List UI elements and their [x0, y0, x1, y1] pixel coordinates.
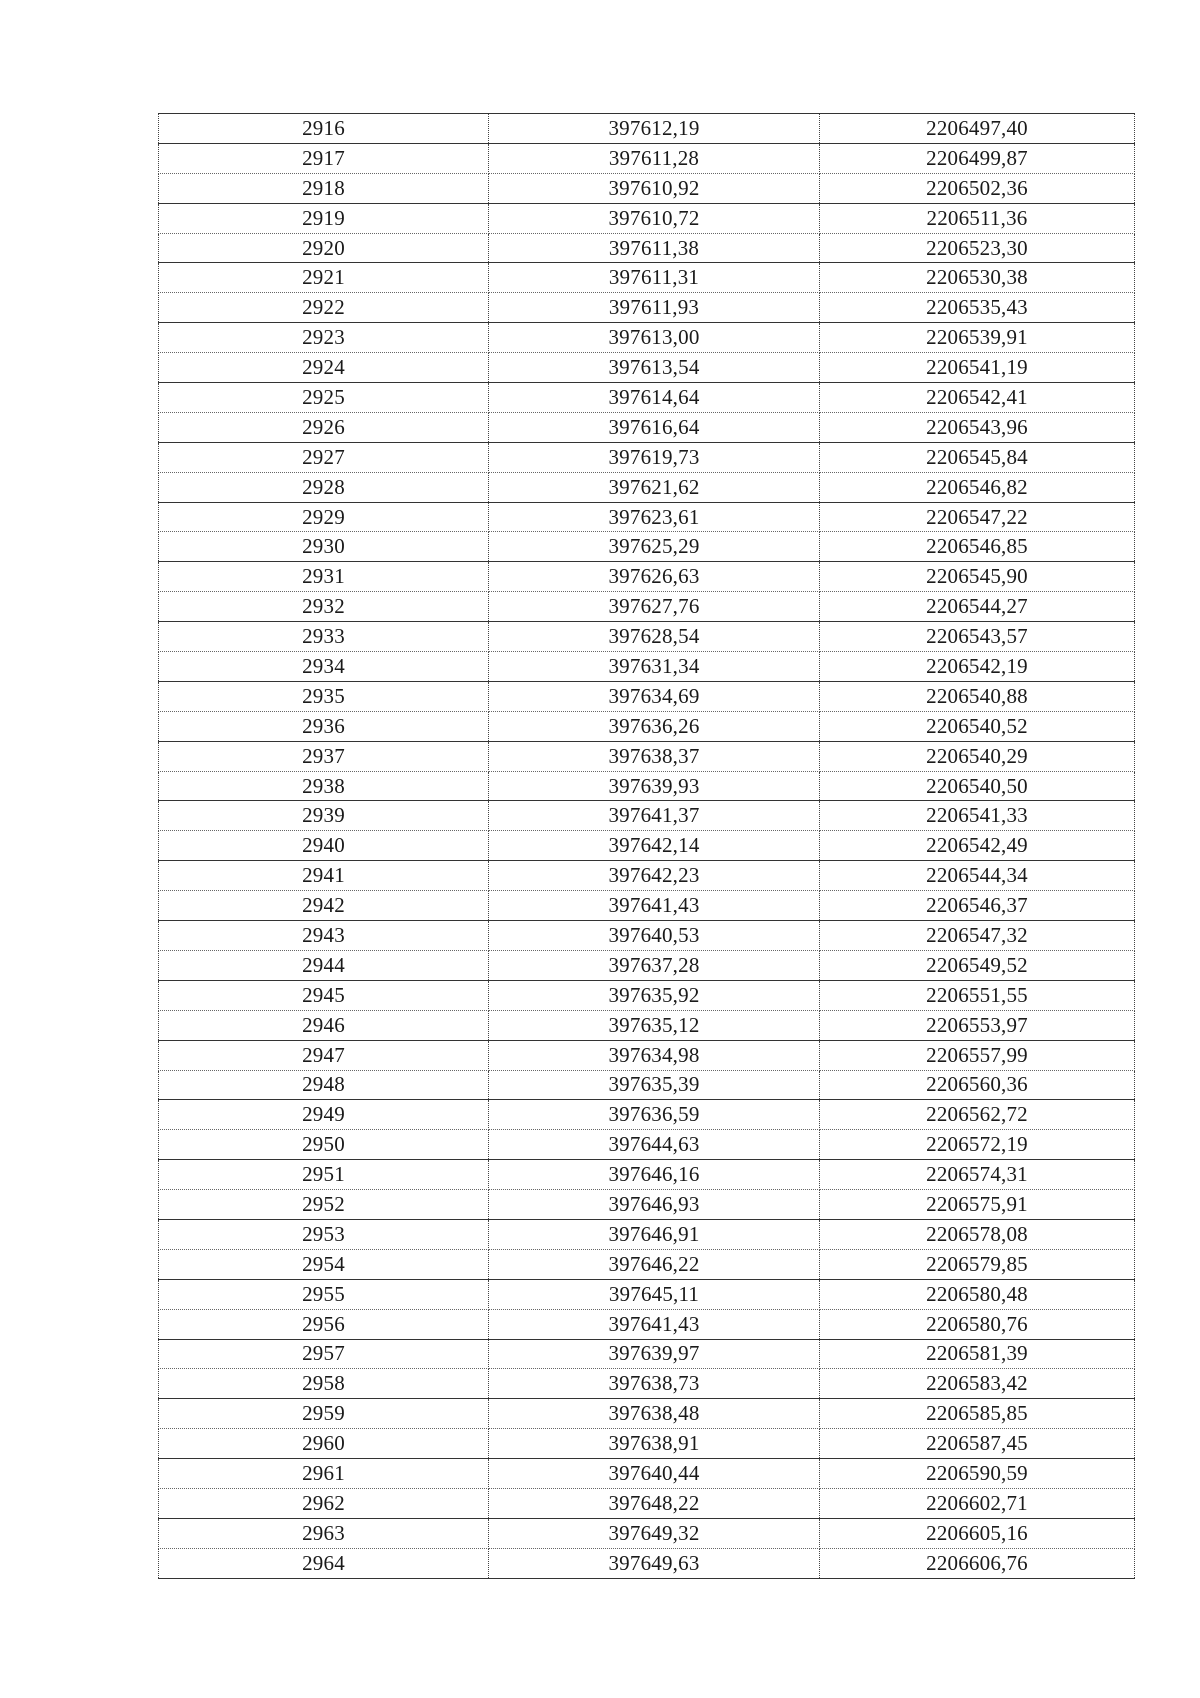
table-row	[159, 442, 1135, 472]
point-number-cell: 2956	[159, 1309, 489, 1339]
point-number-cell: 2964	[159, 1548, 489, 1578]
table-row	[159, 681, 1135, 711]
table-row	[159, 412, 1135, 442]
y-coordinate-cell: 2206502,36	[820, 173, 1135, 203]
point-number-cell: 2933	[159, 622, 489, 652]
y-coordinate-cell: 2206562,72	[820, 1100, 1135, 1130]
table-row	[159, 801, 1135, 831]
point-number-cell: 2919	[159, 203, 489, 233]
x-coordinate-cell: 397639,97	[489, 1339, 820, 1369]
y-coordinate-cell: 2206581,39	[820, 1339, 1135, 1369]
x-coordinate-cell: 397638,91	[489, 1429, 820, 1459]
y-coordinate-cell: 2206557,99	[820, 1040, 1135, 1070]
x-coordinate-cell: 397639,93	[489, 771, 820, 801]
point-number-cell: 2950	[159, 1130, 489, 1160]
point-number-cell: 2916	[159, 114, 489, 144]
y-coordinate-cell: 2206605,16	[820, 1518, 1135, 1548]
x-coordinate-cell: 397619,73	[489, 442, 820, 472]
x-coordinate-cell: 397623,61	[489, 502, 820, 532]
y-coordinate-cell: 2206540,88	[820, 681, 1135, 711]
point-number-cell: 2953	[159, 1219, 489, 1249]
y-coordinate-cell: 2206578,08	[820, 1219, 1135, 1249]
table-row	[159, 1399, 1135, 1429]
point-number-cell: 2940	[159, 831, 489, 861]
point-number-cell: 2959	[159, 1399, 489, 1429]
x-coordinate-cell: 397642,23	[489, 861, 820, 891]
table-row	[159, 233, 1135, 263]
y-coordinate-cell: 2206549,52	[820, 950, 1135, 980]
point-number-cell: 2928	[159, 472, 489, 502]
x-coordinate-cell: 397644,63	[489, 1130, 820, 1160]
point-number-cell: 2963	[159, 1518, 489, 1548]
x-coordinate-cell: 397638,48	[489, 1399, 820, 1429]
table-row	[159, 472, 1135, 502]
y-coordinate-cell: 2206541,33	[820, 801, 1135, 831]
table-row	[159, 741, 1135, 771]
y-coordinate-cell: 2206579,85	[820, 1249, 1135, 1279]
x-coordinate-cell: 397636,59	[489, 1100, 820, 1130]
table-row	[159, 114, 1135, 144]
x-coordinate-cell: 397641,37	[489, 801, 820, 831]
point-number-cell: 2923	[159, 323, 489, 353]
table-row	[159, 652, 1135, 682]
point-number-cell: 2921	[159, 263, 489, 293]
y-coordinate-cell: 2206523,30	[820, 233, 1135, 263]
point-number-cell: 2920	[159, 233, 489, 263]
table-row	[159, 1309, 1135, 1339]
y-coordinate-cell: 2206542,19	[820, 652, 1135, 682]
x-coordinate-cell: 397646,22	[489, 1249, 820, 1279]
x-coordinate-cell: 397645,11	[489, 1279, 820, 1309]
y-coordinate-cell: 2206539,91	[820, 323, 1135, 353]
x-coordinate-cell: 397641,43	[489, 1309, 820, 1339]
y-coordinate-cell: 2206551,55	[820, 980, 1135, 1010]
table-row	[159, 263, 1135, 293]
point-number-cell: 2930	[159, 532, 489, 562]
table-row	[159, 353, 1135, 383]
y-coordinate-cell: 2206545,90	[820, 562, 1135, 592]
table-row	[159, 1040, 1135, 1070]
x-coordinate-cell: 397649,63	[489, 1548, 820, 1578]
y-coordinate-cell: 2206580,76	[820, 1309, 1135, 1339]
y-coordinate-cell: 2206544,34	[820, 861, 1135, 891]
x-coordinate-cell: 397611,31	[489, 263, 820, 293]
table-row	[159, 1279, 1135, 1309]
y-coordinate-cell: 2206540,52	[820, 711, 1135, 741]
point-number-cell: 2961	[159, 1459, 489, 1489]
point-number-cell: 2934	[159, 652, 489, 682]
table-row	[159, 1459, 1135, 1489]
table-row	[159, 562, 1135, 592]
y-coordinate-cell: 2206580,48	[820, 1279, 1135, 1309]
x-coordinate-cell: 397626,63	[489, 562, 820, 592]
point-number-cell: 2935	[159, 681, 489, 711]
table-row	[159, 950, 1135, 980]
x-coordinate-cell: 397635,12	[489, 1010, 820, 1040]
x-coordinate-cell: 397646,91	[489, 1219, 820, 1249]
x-coordinate-cell: 397638,37	[489, 741, 820, 771]
y-coordinate-cell: 2206511,36	[820, 203, 1135, 233]
table-row	[159, 1190, 1135, 1220]
table-row	[159, 293, 1135, 323]
y-coordinate-cell: 2206540,29	[820, 741, 1135, 771]
y-coordinate-cell: 2206553,97	[820, 1010, 1135, 1040]
x-coordinate-cell: 397625,29	[489, 532, 820, 562]
table-row	[159, 532, 1135, 562]
table-row	[159, 203, 1135, 233]
x-coordinate-cell: 397610,92	[489, 173, 820, 203]
x-coordinate-cell: 397635,92	[489, 980, 820, 1010]
table-row	[159, 323, 1135, 353]
x-coordinate-cell: 397640,53	[489, 921, 820, 951]
x-coordinate-cell: 397637,28	[489, 950, 820, 980]
point-number-cell: 2946	[159, 1010, 489, 1040]
table-row	[159, 1219, 1135, 1249]
point-number-cell: 2944	[159, 950, 489, 980]
point-number-cell: 2925	[159, 383, 489, 413]
table-row	[159, 1369, 1135, 1399]
table-row	[159, 1339, 1135, 1369]
point-number-cell: 2932	[159, 592, 489, 622]
point-number-cell: 2931	[159, 562, 489, 592]
x-coordinate-cell: 397646,16	[489, 1160, 820, 1190]
x-coordinate-cell: 397646,93	[489, 1190, 820, 1220]
y-coordinate-cell: 2206543,96	[820, 412, 1135, 442]
x-coordinate-cell: 397642,14	[489, 831, 820, 861]
point-number-cell: 2951	[159, 1160, 489, 1190]
table-row	[159, 980, 1135, 1010]
x-coordinate-cell: 397611,93	[489, 293, 820, 323]
x-coordinate-cell: 397616,64	[489, 412, 820, 442]
point-number-cell: 2943	[159, 921, 489, 951]
table-row	[159, 1429, 1135, 1459]
x-coordinate-cell: 397614,64	[489, 383, 820, 413]
y-coordinate-cell: 2206544,27	[820, 592, 1135, 622]
point-number-cell: 2936	[159, 711, 489, 741]
table-row	[159, 1488, 1135, 1518]
x-coordinate-cell: 397631,34	[489, 652, 820, 682]
y-coordinate-cell: 2206546,85	[820, 532, 1135, 562]
y-coordinate-cell: 2206574,31	[820, 1160, 1135, 1190]
coordinates-table	[158, 113, 1135, 1579]
y-coordinate-cell: 2206560,36	[820, 1070, 1135, 1100]
x-coordinate-cell: 397638,73	[489, 1369, 820, 1399]
point-number-cell: 2929	[159, 502, 489, 532]
table-row	[159, 831, 1135, 861]
y-coordinate-cell: 2206545,84	[820, 442, 1135, 472]
point-number-cell: 2948	[159, 1070, 489, 1100]
point-number-cell: 2924	[159, 353, 489, 383]
x-coordinate-cell: 397636,26	[489, 711, 820, 741]
x-coordinate-cell: 397628,54	[489, 622, 820, 652]
point-number-cell: 2949	[159, 1100, 489, 1130]
x-coordinate-cell: 397613,00	[489, 323, 820, 353]
x-coordinate-cell: 397611,38	[489, 233, 820, 263]
table-row	[159, 1518, 1135, 1548]
table-row	[159, 173, 1135, 203]
y-coordinate-cell: 2206540,50	[820, 771, 1135, 801]
y-coordinate-cell: 2206543,57	[820, 622, 1135, 652]
table-row	[159, 143, 1135, 173]
y-coordinate-cell: 2206583,42	[820, 1369, 1135, 1399]
x-coordinate-cell: 397612,19	[489, 114, 820, 144]
y-coordinate-cell: 2206547,22	[820, 502, 1135, 532]
point-number-cell: 2942	[159, 891, 489, 921]
table-row	[159, 861, 1135, 891]
table-row	[159, 1160, 1135, 1190]
x-coordinate-cell: 397648,22	[489, 1488, 820, 1518]
point-number-cell: 2952	[159, 1190, 489, 1220]
y-coordinate-cell: 2206530,38	[820, 263, 1135, 293]
x-coordinate-cell: 397635,39	[489, 1070, 820, 1100]
table-row	[159, 771, 1135, 801]
table-row	[159, 1130, 1135, 1160]
x-coordinate-cell: 397611,28	[489, 143, 820, 173]
point-number-cell: 2960	[159, 1429, 489, 1459]
y-coordinate-cell: 2206585,85	[820, 1399, 1135, 1429]
table-row	[159, 622, 1135, 652]
point-number-cell: 2955	[159, 1279, 489, 1309]
y-coordinate-cell: 2206606,76	[820, 1548, 1135, 1578]
table-row	[159, 1100, 1135, 1130]
y-coordinate-cell: 2206587,45	[820, 1429, 1135, 1459]
x-coordinate-cell: 397610,72	[489, 203, 820, 233]
table-row	[159, 502, 1135, 532]
x-coordinate-cell: 397627,76	[489, 592, 820, 622]
x-coordinate-cell: 397641,43	[489, 891, 820, 921]
y-coordinate-cell: 2206546,37	[820, 891, 1135, 921]
x-coordinate-cell: 397613,54	[489, 353, 820, 383]
point-number-cell: 2939	[159, 801, 489, 831]
y-coordinate-cell: 2206542,41	[820, 383, 1135, 413]
coordinates-table-body	[159, 114, 1135, 1579]
point-number-cell: 2938	[159, 771, 489, 801]
x-coordinate-cell: 397634,69	[489, 681, 820, 711]
point-number-cell: 2957	[159, 1339, 489, 1369]
point-number-cell: 2926	[159, 412, 489, 442]
point-number-cell: 2941	[159, 861, 489, 891]
point-number-cell: 2962	[159, 1488, 489, 1518]
y-coordinate-cell: 2206572,19	[820, 1130, 1135, 1160]
y-coordinate-cell: 2206535,43	[820, 293, 1135, 323]
y-coordinate-cell: 2206590,59	[820, 1459, 1135, 1489]
x-coordinate-cell: 397621,62	[489, 472, 820, 502]
point-number-cell: 2917	[159, 143, 489, 173]
table-row	[159, 592, 1135, 622]
table-row	[159, 921, 1135, 951]
point-number-cell: 2945	[159, 980, 489, 1010]
table-row	[159, 1548, 1135, 1578]
table-row	[159, 383, 1135, 413]
table-row	[159, 1249, 1135, 1279]
y-coordinate-cell: 2206499,87	[820, 143, 1135, 173]
y-coordinate-cell: 2206547,32	[820, 921, 1135, 951]
table-row	[159, 1010, 1135, 1040]
y-coordinate-cell: 2206497,40	[820, 114, 1135, 144]
x-coordinate-cell: 397640,44	[489, 1459, 820, 1489]
y-coordinate-cell: 2206546,82	[820, 472, 1135, 502]
point-number-cell: 2954	[159, 1249, 489, 1279]
table-row	[159, 891, 1135, 921]
y-coordinate-cell: 2206602,71	[820, 1488, 1135, 1518]
table-row	[159, 711, 1135, 741]
x-coordinate-cell: 397649,32	[489, 1518, 820, 1548]
y-coordinate-cell: 2206541,19	[820, 353, 1135, 383]
y-coordinate-cell: 2206575,91	[820, 1190, 1135, 1220]
point-number-cell: 2958	[159, 1369, 489, 1399]
point-number-cell: 2927	[159, 442, 489, 472]
point-number-cell: 2918	[159, 173, 489, 203]
point-number-cell: 2937	[159, 741, 489, 771]
y-coordinate-cell: 2206542,49	[820, 831, 1135, 861]
point-number-cell: 2922	[159, 293, 489, 323]
x-coordinate-cell: 397634,98	[489, 1040, 820, 1070]
table-row	[159, 1070, 1135, 1100]
point-number-cell: 2947	[159, 1040, 489, 1070]
